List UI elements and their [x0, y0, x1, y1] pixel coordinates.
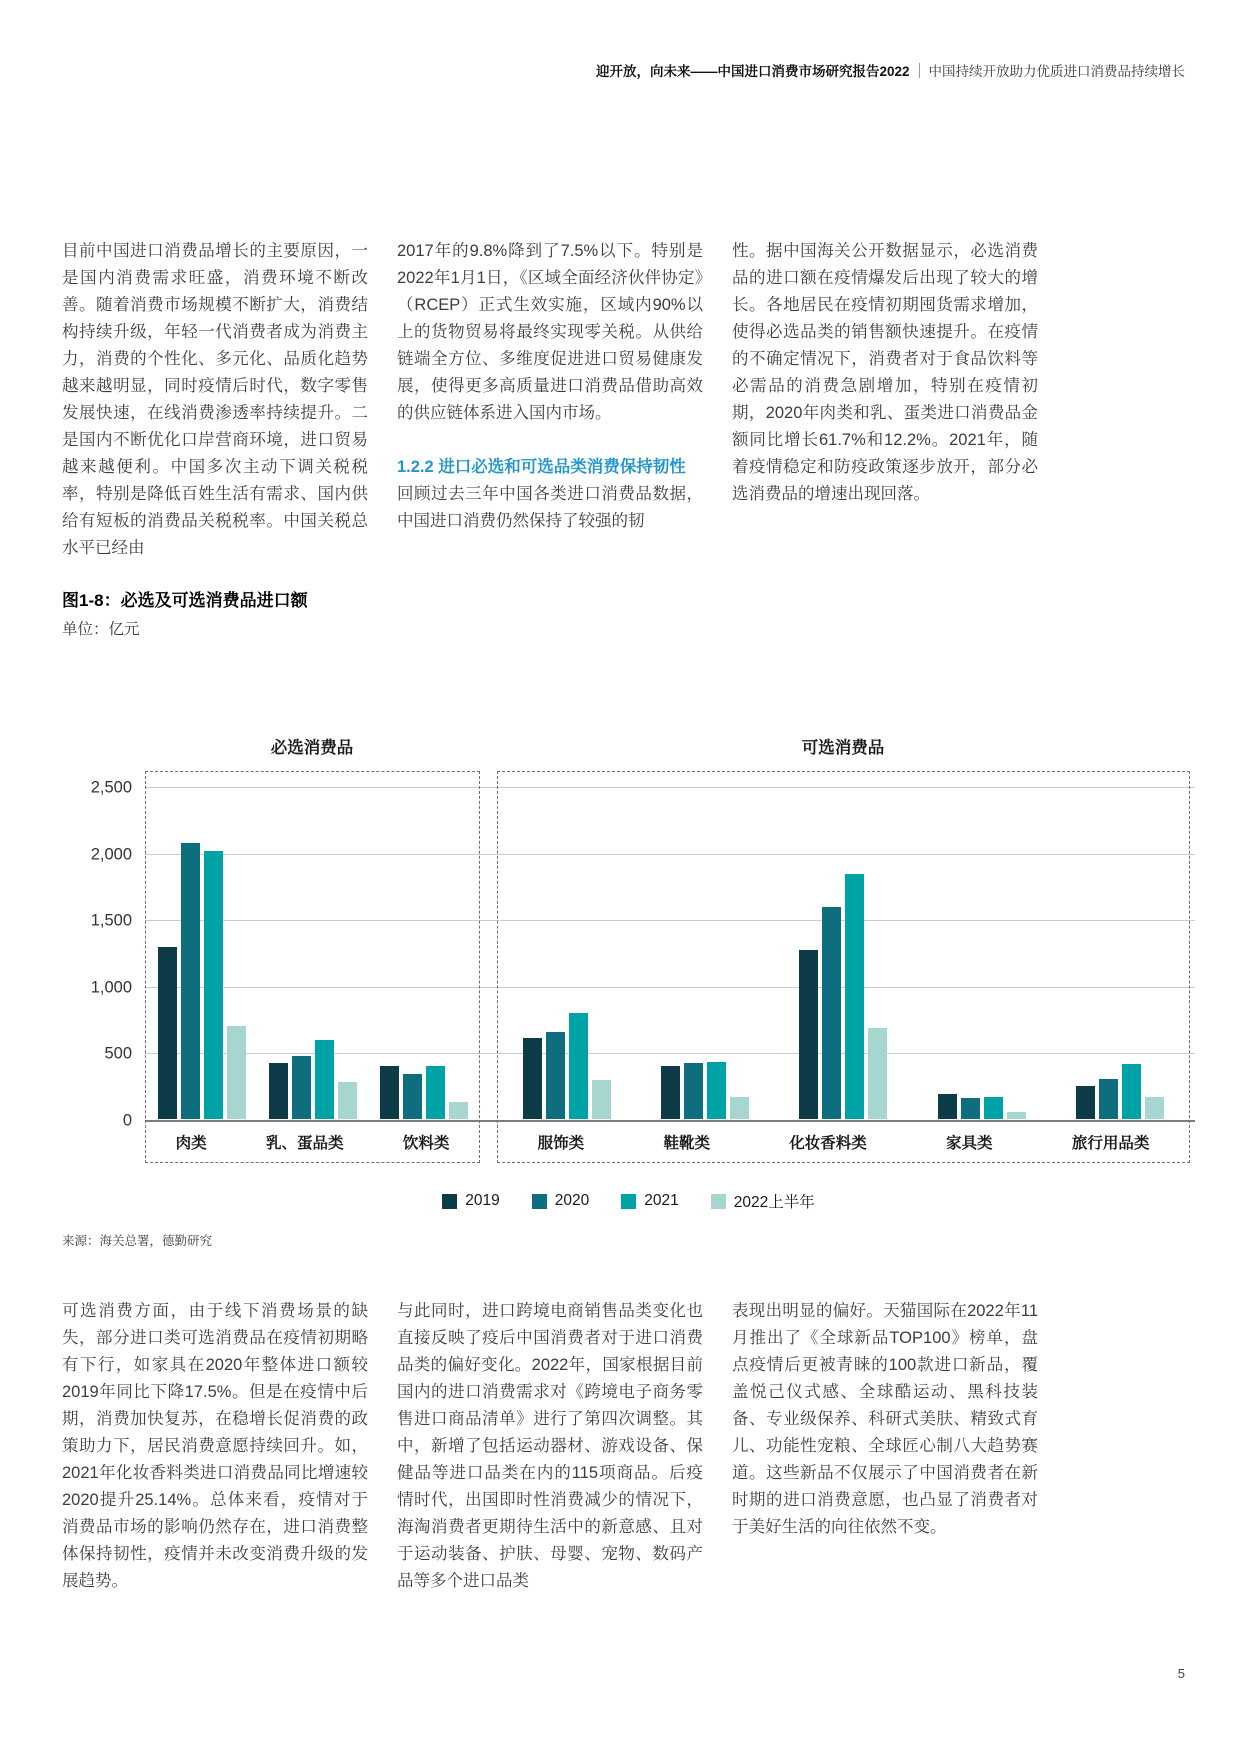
legend-item [442, 1192, 499, 1210]
bar-cluster [523, 1013, 611, 1119]
bar-cluster [938, 1094, 1026, 1119]
legend-swatch [711, 1194, 726, 1209]
bottom-paragraph-2: 与此同时，进口跨境电商销售品类变化也直接反映了疫后中国消费者对于进口消费品类的偏好变化。2022年，国家根据目前国内的进口消费需求对《跨境电子商务零售进口商品清单》进行了第四次调整。其中，新增了包括运动器材、游戏设备、保健品等进口品类在内的115项商品。后疫情时代，出国即时性消费减少的情况下，海淘消费者更期待生活中的新意感、且对于运动装备、护肤、母婴、宠物、数码产品等多个进口品类 [397, 1302, 703, 1590]
category-label: 旅行用品类 [1071, 1134, 1150, 1152]
page-number: 5 [1177, 1666, 1185, 1681]
bar [730, 1097, 749, 1119]
y-tick-label: 2,000 [90, 845, 132, 864]
bottom-paragraph-3: 表现出明显的偏好。天猫国际在2022年11月推出了《全球新品TOP100》榜单，盘点疫情后更被青睐的100款进口新品，覆盖悦己仪式感、全球酷运动、黑科技装备、专业级保养、科研式美肤、精致式育儿、功能性宠粮、全球匠心制八大趋势赛道。这些新品不仅展示了中国消费者在新时期的进口消费意愿，也凸显了消费者对于美好生活的向往依然不变。 [732, 1302, 1038, 1536]
bar [1145, 1097, 1164, 1119]
bar-cluster [1076, 1064, 1164, 1119]
bar [269, 1063, 288, 1119]
section-heading-1-2-2: 1.2.2 进口必选和可选品类消费保持韧性 [397, 458, 686, 476]
top-column-3 [732, 238, 1038, 508]
figure-unit-label: 单位：亿元 [62, 621, 140, 638]
legend-item [532, 1192, 589, 1210]
y-tick-label: 2,500 [90, 778, 132, 797]
header-divider [919, 63, 920, 78]
header-report-title: 迎开放，向未来——中国进口消费市场研究报告2022 [595, 64, 910, 79]
category-labels-zone [146, 1121, 479, 1162]
y-tick-label: 0 [122, 1111, 132, 1130]
bar [707, 1062, 726, 1119]
bar [938, 1094, 957, 1119]
chart-legend [62, 1190, 1195, 1212]
category-label: 家具类 [946, 1134, 993, 1152]
bar [1007, 1112, 1026, 1119]
bar [546, 1032, 565, 1119]
bar [315, 1040, 334, 1119]
y-tick-label: 1,000 [90, 978, 132, 997]
top-column-2 [397, 238, 703, 535]
legend-swatch [621, 1194, 636, 1209]
bar [449, 1102, 468, 1119]
chart-group-box [145, 771, 480, 1163]
category-label: 乳、蛋品类 [265, 1134, 344, 1152]
bar-cluster [799, 874, 887, 1119]
bar [984, 1097, 1003, 1119]
bar-cluster [158, 843, 246, 1119]
figure-title: 图1-8：必选及可选消费品进口额 [62, 591, 308, 610]
category-label: 化妆香料类 [789, 1134, 867, 1152]
bar [1076, 1086, 1095, 1119]
bar [799, 950, 818, 1119]
chart-group-box [497, 771, 1190, 1163]
bottom-column-1 [62, 1298, 368, 1595]
bars-zone [498, 874, 1189, 1119]
bar [204, 851, 223, 1119]
y-axis [62, 771, 132, 1163]
bar [181, 843, 200, 1119]
bar [338, 1082, 357, 1119]
top-paragraph-2: 2017年的9.8%降到了7.5%以下。特别是2022年1月1日，《区域全面经济伙伴协定》（RCEP）正式生效实施，区域内90%以上的货物贸易将最终实现零关税。从供给链端全方位、多维度促进进口贸易健康发展，使得更多高质量进口消费品借助高效的供应链体系进入国内市场。 [397, 242, 703, 422]
y-tick-label: 500 [104, 1044, 132, 1063]
legend-item [711, 1190, 815, 1212]
bar [961, 1098, 980, 1119]
top-paragraph-1: 目前中国进口消费品增长的主要原因，一是国内消费需求旺盛，消费环境不断改善。随着消费市场规模不断扩大，消费结构持续升级，年轻一代消费者成为消费主力，消费的个性化、多元化、品质化趋势越来越明显，同时疫情后时代，数字零售发展快速，在线消费渗透率持续提升。二是国内不断优化口岸营商环境，进口贸易越来越便利。中国多次主动下调关税税率，特别是降低百姓生活有需求、国内供给有短板的消费品关税税率。中国关税总水平已经由 [62, 242, 368, 557]
bar-chart-figure [62, 728, 1195, 1168]
bottom-column-3 [732, 1298, 1038, 1541]
legend-swatch [442, 1194, 457, 1209]
bar [1122, 1064, 1141, 1119]
bar [227, 1026, 246, 1119]
bar [661, 1066, 680, 1119]
bar [523, 1038, 542, 1119]
bar [845, 874, 864, 1119]
category-labels-zone [498, 1121, 1189, 1162]
bar [292, 1056, 311, 1119]
category-label: 鞋靴类 [663, 1134, 710, 1152]
legend-label: 2021 [644, 1192, 679, 1209]
category-label: 饮料类 [402, 1134, 450, 1152]
chart-group-title-optional: 可选消费品 [801, 739, 885, 757]
bar [822, 907, 841, 1119]
legend-label: 2022上半年 [733, 1194, 815, 1211]
bar-cluster [661, 1062, 749, 1119]
category-label: 服饰类 [537, 1134, 585, 1152]
bar [1099, 1079, 1118, 1119]
bar [426, 1066, 445, 1119]
legend-label: 2020 [554, 1192, 590, 1209]
bottom-column-2 [397, 1298, 703, 1595]
bar [569, 1013, 588, 1119]
bar [158, 947, 177, 1119]
legend-label: 2019 [465, 1192, 500, 1209]
header-chapter-title: 中国持续开放助力优质进口消费品持续增长 [928, 64, 1185, 79]
bar [592, 1080, 611, 1119]
source-note: 来源：海关总署，德勤研究 [62, 1234, 213, 1248]
bar [380, 1066, 399, 1119]
y-tick-label: 1,500 [90, 911, 132, 930]
bottom-paragraph-1: 可选消费方面，由于线下消费场景的缺失，部分进口类可选消费品在疫情初期略有下行，如家具在2020年整体进口额较2019年同比下降17.5%。但是在疫情中后期，消费加快复苏，在稳增长促消费的政策助力下，居民消费意愿持续回升。如，2021年化妆香料类进口消费品同比增速较2020提升25.14%。总体来看，疫情对于消费品市场的影响仍然存在，进口消费整体保持韧性，疫情并未改变消费升级的发展趋势。 [62, 1302, 368, 1590]
bar-cluster [269, 1040, 357, 1119]
bar [868, 1028, 887, 1119]
bar-cluster [380, 1066, 468, 1119]
legend-item [621, 1192, 678, 1210]
bar [403, 1074, 422, 1119]
bar [684, 1063, 703, 1119]
page-header [596, 60, 1185, 80]
legend-swatch [532, 1194, 547, 1209]
top-paragraph-4: 性。据中国海关公开数据显示，必选消费品的进口额在疫情爆发后出现了较大的增长。各地居民在疫情初期囤货需求增加，使得必选品类的销售额快速提升。在疫情的不确定情况下，消费者对于食品饮料等必需品的消费急剧增加，特别在疫情初期，2020年肉类和乳、蛋类进口消费品金额同比增长61.7%和12.2%。2021年，随着疫情稳定和防疫政策逐步放开，部分必选消费品的增速出现回落。 [732, 242, 1038, 503]
chart-group-title-essential: 必选消费品 [270, 739, 354, 757]
top-paragraph-3: 回顾过去三年中国各类进口消费品数据，中国进口消费仍然保持了较强的韧 [397, 485, 703, 530]
top-column-1 [62, 238, 368, 562]
category-label: 肉类 [175, 1134, 207, 1152]
bars-zone [146, 843, 479, 1119]
chart-body [62, 771, 1195, 1163]
plot-area [145, 771, 1195, 1163]
